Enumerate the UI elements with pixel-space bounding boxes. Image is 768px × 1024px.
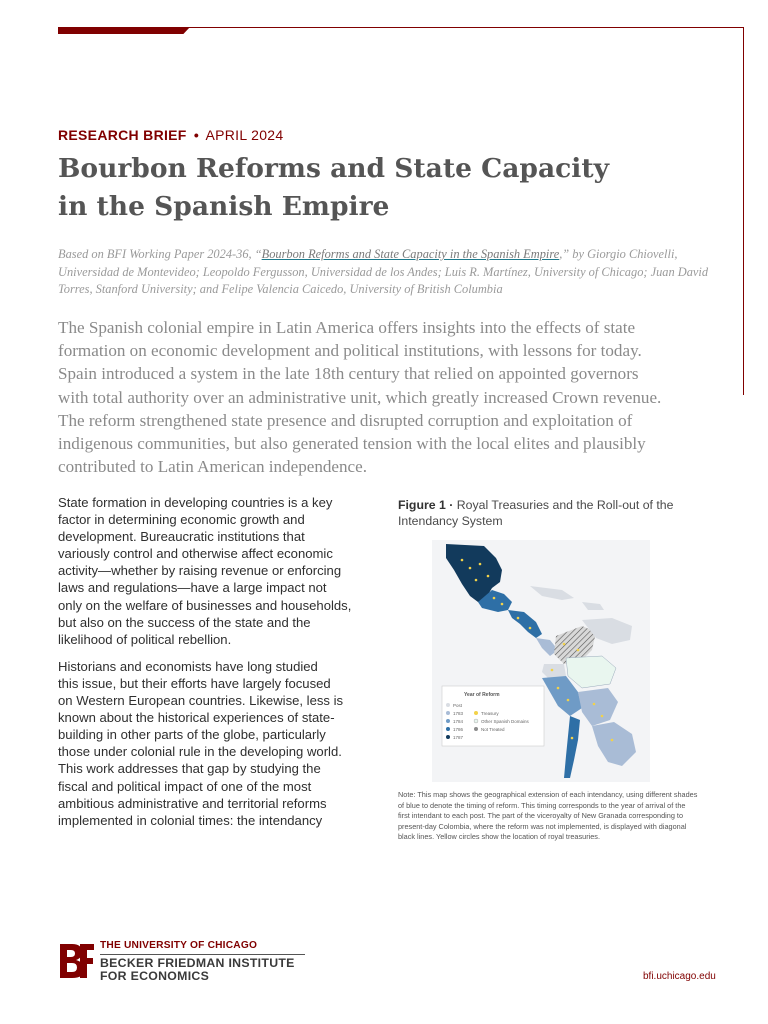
footer-url-link[interactable]: bfi.uchicago.edu <box>643 971 716 982</box>
body-line: development. Bureaucratic institutions that <box>58 529 305 545</box>
body-line: variously control and otherwise affect economic <box>58 546 333 562</box>
legend-title: Year of Reform <box>464 692 500 698</box>
body-line: State formation in developing countries is a key <box>58 495 333 510</box>
body-column <box>58 494 373 839</box>
legend-item-other-domains: Other Spanish Domains <box>481 719 529 724</box>
body-line: implemented in colonial times: the intendancy <box>58 812 323 828</box>
top-accent-bar <box>58 27 744 34</box>
lede-line: with total authority over an administrative unit, which greatly increased Crown revenue. <box>58 387 662 407</box>
legend-item-1787: 1787 <box>453 735 464 740</box>
legend-item-1784: 1784 <box>453 719 464 724</box>
body-line: Historians and economists have long studied <box>58 658 318 674</box>
byline-prefix: Based on BFI Working Paper 2024-36, “ <box>58 247 262 261</box>
intendancy-map <box>432 540 650 782</box>
note-line: black lines. Yellow circles show the location of royal treasuries. <box>398 832 600 841</box>
kicker-date: APRIL 2024 <box>205 127 284 143</box>
body-line: ambitious administrative and territorial reforms <box>58 795 327 811</box>
body-line: those under colonial rule in the developing world. <box>58 744 342 760</box>
brief-kicker <box>58 127 283 143</box>
lede-paragraph <box>58 316 748 478</box>
note-line: of blue to denote the timing of reform. This timing corresponds to the year of arrival of the <box>398 800 686 810</box>
legend-item-not-treated: Not Treated <box>481 727 505 732</box>
body-line: but also on the success of the state and the <box>58 614 311 630</box>
note-line: Note: This map shows the geographical extension of each intendancy, using different shades <box>398 790 698 799</box>
lede-line: contributed to Latin American independence. <box>58 457 367 477</box>
legend-item-1786: 1786 <box>453 727 464 732</box>
body-line: only on the welfare of businesses and households, <box>58 597 352 613</box>
lede-line: The reform strengthened state presence and disrupted corruption and exploitation of <box>58 410 633 430</box>
figure-caption <box>398 497 718 529</box>
bf-logo-icon <box>58 942 94 980</box>
figure-separator: · <box>449 498 454 512</box>
body-line: This work addresses that gap by studying the <box>58 761 321 777</box>
body-line: building in other parts of the globe, particularly <box>58 727 326 743</box>
body-line: this issue, but their efforts have largely focused <box>58 675 331 691</box>
figure-note <box>398 790 708 843</box>
institute-name-line2: FOR ECONOMICS <box>100 969 210 983</box>
logo-rule <box>100 954 305 955</box>
map-legend <box>442 686 544 746</box>
byline-suffix: ,” by Giorgio Chiovelli, Universidad de Montevideo; Leopoldo Fergusson, Universidad de los Andes; Luis R. Martínez, University of Chicago; Juan David Torres, Stanford University; and Felipe Valencia Caicedo, University of British Columbia <box>58 247 709 296</box>
body-paragraph <box>58 658 373 829</box>
body-line: factor in determining economic growth and <box>58 512 305 528</box>
kicker-label: RESEARCH BRIEF <box>58 127 187 143</box>
title-line: Bourbon Reforms and State Capacity <box>58 153 609 184</box>
institute-name-line1: BECKER FRIEDMAN INSTITUTE <box>100 956 295 970</box>
legend-item-treasury: Treasury <box>481 711 499 716</box>
title-line: in the Spanish Empire <box>58 191 390 222</box>
lede-line: formation on economic development and political institutions, with lessons for today. <box>58 341 642 361</box>
figure-title: Royal Treasuries and the Roll-out of the Intendancy System <box>398 498 674 528</box>
kicker-separator: • <box>193 127 200 143</box>
body-line: fiscal and political impact of one of the most <box>58 778 312 794</box>
university-name: THE UNIVERSITY OF CHICAGO <box>100 940 258 951</box>
legend-item-post: Post <box>453 703 463 708</box>
figure-label: Figure 1 <box>398 498 446 512</box>
working-paper-link[interactable]: Bourbon Reforms and State Capacity in the Spanish Empire <box>261 247 560 261</box>
body-line: on Western European countries. Likewise, less is <box>58 693 344 709</box>
lede-line: Spain introduced a system in the late 18th century that relied on appointed governors <box>58 364 639 384</box>
body-line: laws and regulations—have a large impact not <box>58 580 327 596</box>
top-red-tab <box>58 27 190 34</box>
page-title <box>58 150 698 226</box>
body-line: known about the historical experiences of state- <box>58 710 335 726</box>
lede-line: indigenous communities, but also generated tension with the local elites and plausibly <box>58 434 646 454</box>
body-line: likelihood of political rebellion. <box>58 631 232 647</box>
bfi-logo <box>58 940 308 982</box>
note-line: present-day Colombia, where the reform was not implemented, is displayed with diagonal <box>398 821 687 831</box>
body-paragraph <box>58 494 373 648</box>
body-line: activity—whether by raising revenue or enforcing <box>58 563 342 579</box>
legend-item-1783: 1783 <box>453 711 464 716</box>
byline <box>58 246 713 299</box>
lede-line: The Spanish colonial empire in Latin America offers insights into the effects of state <box>58 318 636 337</box>
note-line: first intendant to each post. The part of the viceroyalty of New Granada corresponding to <box>398 811 684 820</box>
